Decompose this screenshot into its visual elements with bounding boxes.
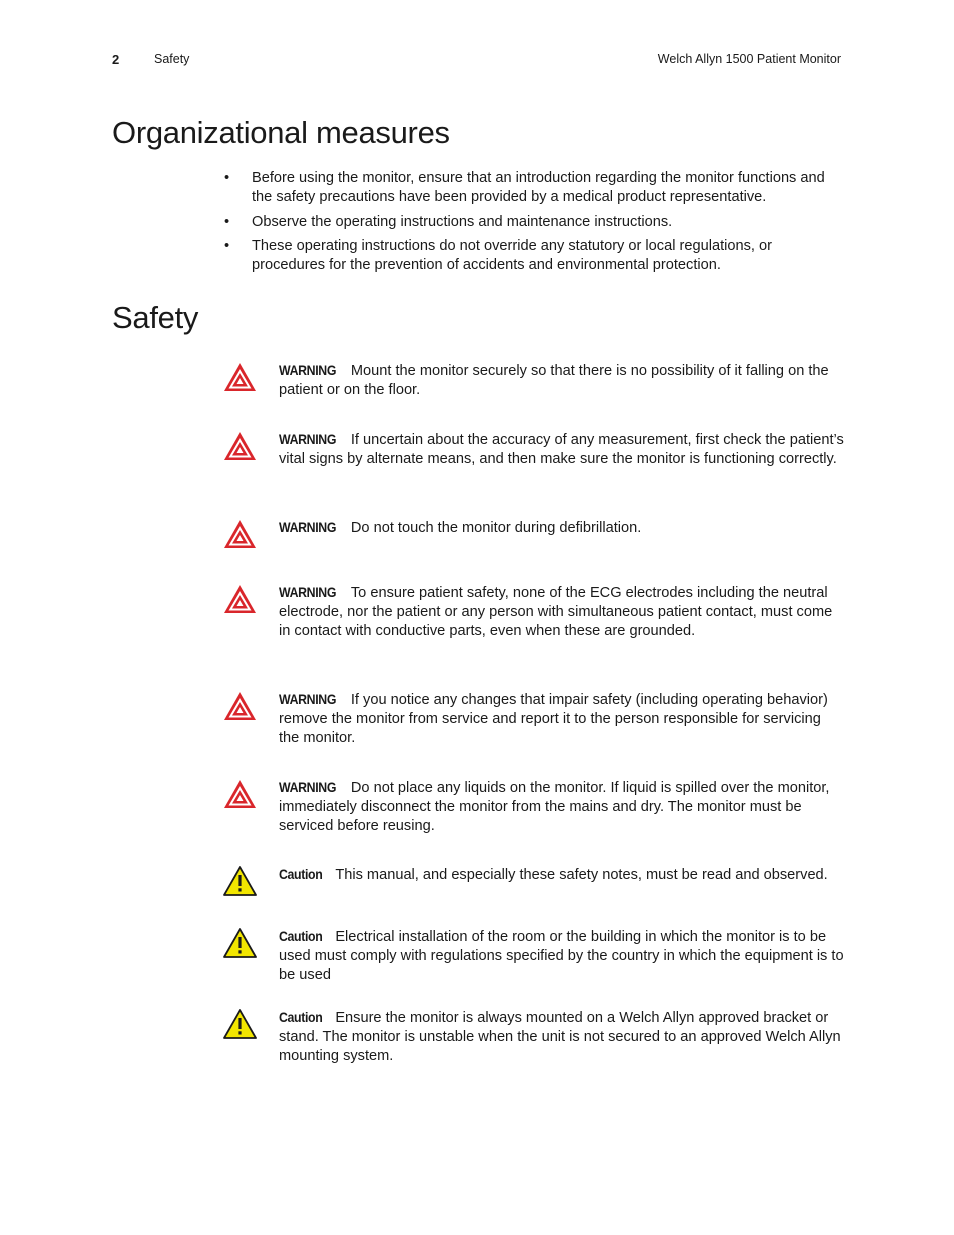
- notice-text: [279, 865, 844, 885]
- list-item-text: These operating instructions do not override any statutory or local regulations, or procedures for the prevention of accidents and environmental protection.: [252, 238, 772, 273]
- notice-keyword: Caution: [279, 1009, 323, 1025]
- warning-hazard-icon: [222, 690, 258, 722]
- page-header: [112, 52, 841, 72]
- notice-message: This manual, and especially these safety notes, must be read and observed.: [335, 867, 828, 883]
- warning-hazard-icon: [222, 361, 258, 393]
- notice-text: [279, 518, 844, 538]
- notice-keyword: WARNING: [279, 779, 337, 795]
- notice-message: Mount the monitor securely so that there is no possibility of it falling on the patient or on the floor.: [279, 363, 829, 398]
- caution-exclamation-icon: [222, 865, 258, 897]
- organizational-measures-heading: Organizational measures: [112, 115, 450, 150]
- list-item: [224, 237, 844, 275]
- list-item: [224, 213, 844, 232]
- warning-hazard-icon: [222, 518, 258, 550]
- caution-exclamation-icon: [222, 927, 258, 959]
- warning-hazard-icon: [222, 778, 258, 810]
- organizational-measures-list: [224, 169, 844, 281]
- warning-hazard-icon: [222, 430, 258, 462]
- header-document-title: Welch Allyn 1500 Patient Monitor: [657, 52, 841, 66]
- safety-heading: Safety: [112, 300, 199, 335]
- notice-text: [279, 927, 844, 985]
- notice-message: Do not touch the monitor during defibrillation.: [350, 520, 642, 536]
- notice-keyword: WARNING: [279, 431, 337, 447]
- warning-hazard-icon: [222, 583, 258, 615]
- notice-text: [279, 361, 844, 400]
- notice-message: If you notice any changes that impair safety (including operating behavior) remove the monitor from service and report it to the person responsible for servicing the monitor.: [279, 692, 828, 746]
- notice-keyword: Caution: [279, 928, 323, 944]
- notice-text: [279, 1008, 844, 1066]
- page-number: 2: [112, 52, 120, 67]
- bullet: •: [224, 213, 230, 230]
- header-section: Safety: [154, 52, 190, 66]
- bullet: •: [224, 238, 230, 254]
- notice-text: [279, 778, 844, 836]
- notice-text: [279, 583, 844, 641]
- notice-message: Ensure the monitor is always mounted on a Welch Allyn approved bracket or stand. The monitor is unstable when the unit is not secured to an approved Welch Allyn mounting system.: [279, 1010, 841, 1064]
- notice-keyword: WARNING: [279, 519, 337, 535]
- list-item: [224, 169, 844, 207]
- notice-message: Do not place any liquids on the monitor. If liquid is spilled over the monitor, immediately disconnect the monitor from the mains and dry. The monitor must be serviced before reusing.: [279, 780, 830, 834]
- notice-keyword: WARNING: [279, 691, 337, 707]
- notice-message: Electrical installation of the room or the building in which the monitor is to be used must comply with regulations specified by the country in which the equipment is to be used: [279, 929, 844, 983]
- notice-keyword: WARNING: [279, 362, 337, 378]
- notice-keyword: Caution: [279, 866, 323, 882]
- list-item-text: Observe the operating instructions and maintenance instructions.: [252, 213, 673, 230]
- list-item-text: Before using the monitor, ensure that an introduction regarding the monitor functions and the safety precautions have been provided by a medical product representative.: [252, 170, 825, 205]
- notice-message: If uncertain about the accuracy of any measurement, first check the patient’s vital signs by alternate means, and then make sure the monitor is functioning correctly.: [279, 432, 844, 467]
- notice-keyword: WARNING: [279, 584, 337, 600]
- notice-text: [279, 430, 844, 469]
- caution-exclamation-icon: [222, 1008, 258, 1040]
- notice-text: [279, 690, 844, 748]
- bullet: •: [224, 170, 230, 186]
- notice-message: To ensure patient safety, none of the ECG electrodes including the neutral electrode, nor the patient or any person with simultaneous patient contact, must come in contact with conductive parts, even when these are grounded.: [279, 585, 833, 639]
